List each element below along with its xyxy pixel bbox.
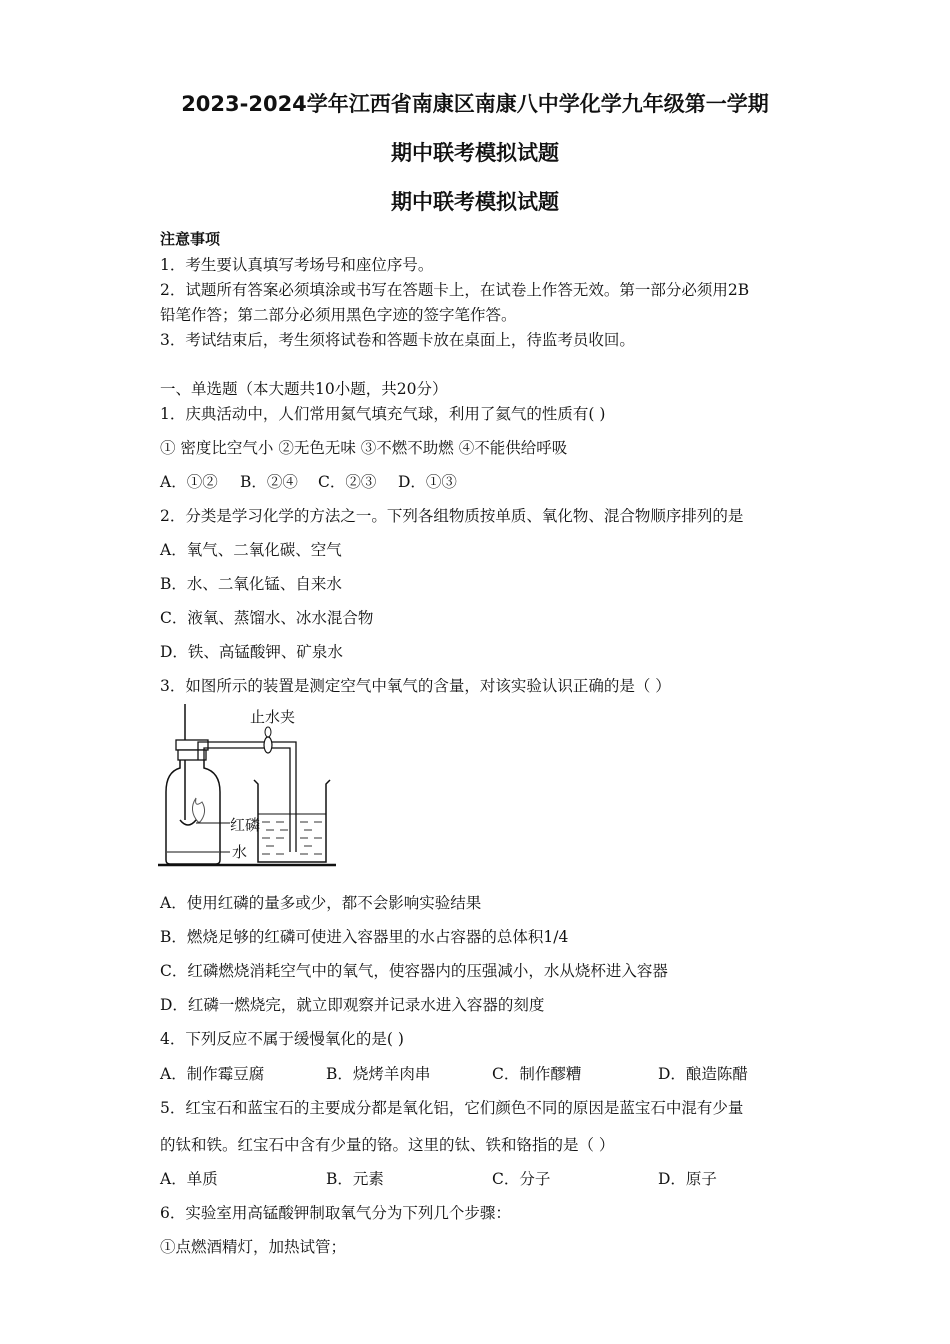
notice-item-2a: 2．试题所有答案必须填涂或书写在答题卡上，在试卷上作答无效。第一部分必须用2B [160,281,750,299]
q5-stem-line-2: 的钛和铁。红宝石中含有少量的铬。这里的钛、铁和铬指的是（ ） [160,1136,615,1154]
q4-option-d: D．酿造陈醋 [658,1065,748,1083]
water-hatching [262,822,322,854]
q5-options [160,1167,717,1189]
title-line-3: 期中联考模拟试题 [391,190,559,214]
q1-option-b: B．②④ [240,473,298,491]
q1-option-d: D．①③ [398,473,457,491]
q3-apparatus-figure [158,702,340,870]
clamp [264,737,272,753]
q5-option-b: B．元素 [326,1170,384,1188]
q4-options [160,1062,748,1084]
q5-stem-line-1: 5．红宝石和蓝宝石的主要成分都是氧化铝，它们颜色不同的原因是蓝宝石中混有少量 [160,1099,744,1117]
title-line-2: 期中联考模拟试题 [391,141,559,165]
q3-option-b: B．燃烧足够的红磷可使进入容器里的水占容器的总体积1/4 [160,928,569,946]
notice-heading: 注意事项 [160,230,221,248]
notice-item-1: 1．考生要认真填写考场号和座位序号。 [160,256,434,274]
q1-stem: 1．庆典活动中，人们常用氦气填充气球，利用了氦气的性质有( ) [160,405,606,423]
q5-option-a: A．单质 [160,1170,218,1188]
label-clamp: 止水夹 [250,708,296,726]
q5-option-d: D．原子 [658,1170,717,1188]
q4-option-a: A．制作霉豆腐 [160,1065,265,1083]
label-phosphorus: 红磷 [230,816,261,834]
q4-option-c: C．制作醪糟 [492,1065,582,1083]
combustion-spoon [180,820,196,825]
beaker [254,780,330,862]
label-water: 水 [232,843,248,861]
q2-option-d: D．铁、高锰酸钾、矿泉水 [160,643,343,661]
q2-option-a: A．氧气、二氧化碳、空气 [160,541,342,559]
q5-option-c: C．分子 [492,1170,551,1188]
q4-option-b: B．烧烤羊肉串 [326,1065,431,1083]
q3-option-c: C．红磷燃烧消耗空气中的氧气，使容器内的压强减小，水从烧杯进入容器 [160,962,668,980]
q1-options [160,470,457,492]
title-line-1: 2023-2024学年江西省南康区南康八中学化学九年级第一学期 [181,92,769,116]
glass-tube [198,742,296,852]
q2-option-c: C．液氧、蒸馏水、冰水混合物 [160,609,374,627]
q2-stem: 2．分类是学习化学的方法之一。下列各组物质按单质、氧化物、混合物顺序排列的是 [160,507,744,525]
q1-option-c: C．②③ [318,473,377,491]
q1-properties: ① 密度比空气小 ②无色无味 ③不燃不助燃 ④不能供给呼吸 [160,439,568,457]
q6-step-1: ①点燃酒精灯，加热试管； [160,1238,347,1256]
q4-stem: 4．下列反应不属于缓慢氧化的是( ) [160,1030,404,1048]
q6-stem: 6．实验室用高锰酸钾制取氧气分为下列几个步骤： [160,1204,511,1222]
section-1-heading: 一、单选题（本大题共10小题，共20分） [160,380,448,398]
notice-item-2b: 铅笔作答；第二部分必须用黑色字迹的签字笔作答。 [160,306,517,324]
q3-option-a: A．使用红磷的量多或少，都不会影响实验结果 [160,894,482,912]
notice-item-3: 3．考试结束后，考生须将试卷和答题卡放在桌面上，待监考员收回。 [160,331,635,349]
q2-option-b: B．水、二氧化锰、自来水 [160,575,342,593]
q3-stem: 3．如图所示的装置是测定空气中氧气的含量，对该实验认识正确的是（ ） [160,677,671,695]
q1-option-a: A．①② [160,473,218,491]
flame [192,798,204,822]
q3-option-d: D．红磷一燃烧完，就立即观察并记录水进入容器的刻度 [160,996,545,1014]
